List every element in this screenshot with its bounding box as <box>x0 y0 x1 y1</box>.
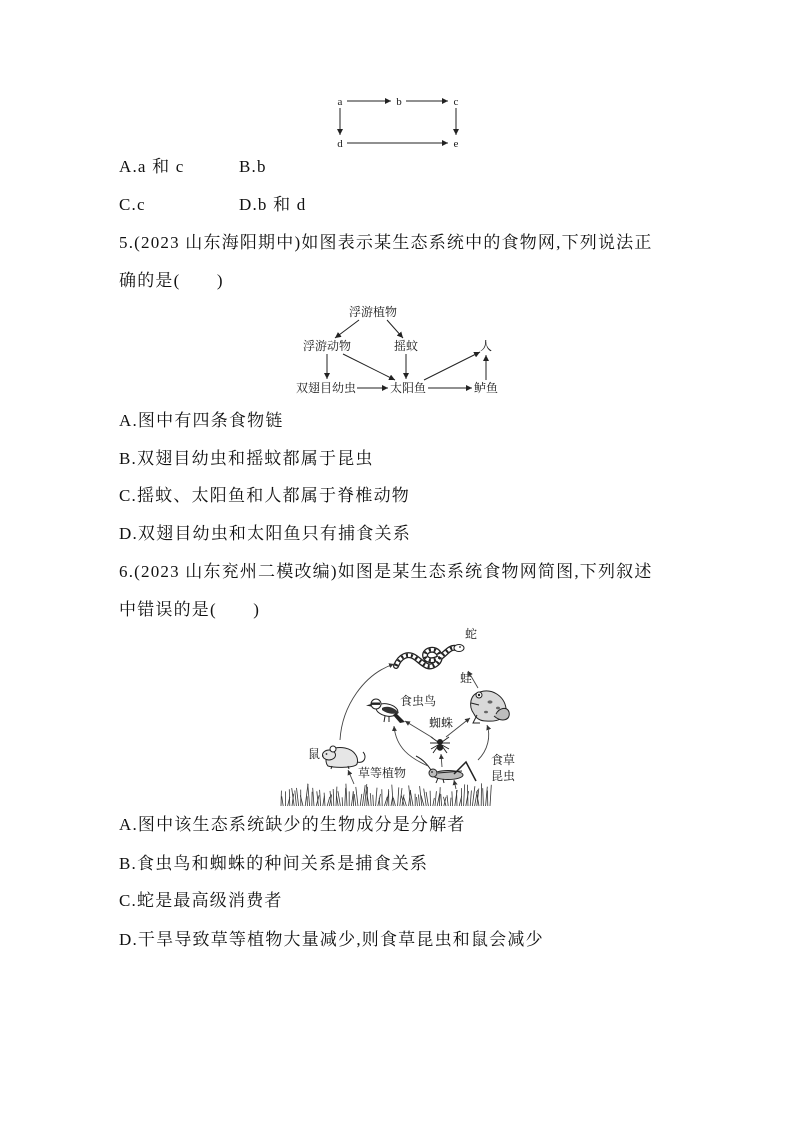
grass-blade <box>483 788 484 806</box>
q6-stem-line-1: 6.(2023 山东兖州二模改编)如图是某生态系统食物网简图,下列叙述 <box>119 562 653 581</box>
node-a: a <box>337 96 343 108</box>
grass-blade <box>418 795 419 807</box>
grass-blade <box>430 791 431 806</box>
q6-option-c: C.蛇是最高级消费者 <box>119 891 283 910</box>
grass-blade <box>282 796 284 806</box>
node-sunfish: 太阳鱼 <box>389 381 427 395</box>
grass-blade <box>457 790 458 806</box>
node-b: b <box>396 96 402 108</box>
node-e: e <box>453 138 459 150</box>
grass-blade <box>468 785 469 806</box>
label-insect-line-2: 昆虫 <box>490 769 516 783</box>
snake-drawing <box>396 645 464 667</box>
node-human: 人 <box>479 339 493 353</box>
grass-blade <box>439 787 440 806</box>
q5-stem-line-1: 5.(2023 山东海阳期中)如图表示某生态系统中的食物网,下列说法正 <box>119 233 653 252</box>
frog-drawing <box>471 691 510 723</box>
node-perch: 鲈鱼 <box>473 381 499 395</box>
q4-option-c: C.c <box>119 195 146 214</box>
grass-blade <box>360 794 362 806</box>
grass-blade <box>373 795 374 806</box>
grass-blade <box>289 789 290 806</box>
grass-blade <box>447 795 448 806</box>
arrow-plants-to-insect <box>454 780 456 789</box>
label-snake: 蛇 <box>464 627 478 641</box>
label-spider: 蜘蛛 <box>428 716 454 730</box>
grass-blade <box>392 785 393 806</box>
grass-blade <box>426 792 428 806</box>
q6-option-d: D.干旱导致草等植物大量减少,则食草昆虫和鼠会减少 <box>119 930 544 949</box>
arrow-sunfish-to-human <box>424 352 480 380</box>
grass-blade <box>379 798 380 806</box>
q5-option-d: D.双翅目幼虫和太阳鱼只有捕食关系 <box>119 524 411 543</box>
grass-blade <box>346 784 347 806</box>
node-phytoplankton: 浮游植物 <box>348 305 398 319</box>
food-web-diagram <box>283 300 513 400</box>
grass-blade <box>345 788 346 806</box>
q5-option-b: B.双翅目幼虫和摇蚊都属于昆虫 <box>119 449 374 468</box>
grass-blade <box>398 787 399 806</box>
arrow-insect-to-frog <box>478 725 489 760</box>
q5-option-c: C.摇蚊、太阳鱼和人都属于脊椎动物 <box>119 486 410 505</box>
node-diptera-larva: 双翅目幼虫 <box>295 381 357 395</box>
grass-blade <box>333 789 334 806</box>
grass-blade <box>490 785 491 806</box>
node-midge: 摇蚊 <box>393 339 419 353</box>
q6-option-b: B.食虫鸟和蜘蛛的种间关系是捕食关系 <box>119 854 429 873</box>
label-frog: 蛙 <box>459 671 473 685</box>
grass-blade <box>433 798 435 806</box>
q6-stem-line-2: 中错误的是( ) <box>119 600 261 619</box>
label-plants: 草等植物 <box>357 766 407 780</box>
grass-blade <box>393 798 395 806</box>
grass-blade <box>297 788 299 806</box>
arrow-mouse-to-snake <box>340 664 394 740</box>
arrow-plants-to-mouse <box>348 770 354 784</box>
grass-blade <box>337 796 339 806</box>
grass-blade <box>342 797 343 806</box>
arrow-zooplankton-to-sunfish <box>343 354 395 380</box>
label-insect-line-1: 食草 <box>490 753 516 767</box>
grass-blade <box>356 787 358 806</box>
grass-blade <box>295 791 297 807</box>
grass-strip <box>281 783 491 806</box>
arrow-phytoplankton-to-midge <box>387 320 403 338</box>
q6-option-a: A.图中该生态系统缺少的生物成分是分解者 <box>119 815 466 834</box>
arrow-insect-to-spider <box>441 754 442 767</box>
grass-blade <box>452 791 453 806</box>
arrow-phytoplankton-to-zooplankton <box>335 320 359 338</box>
grass-blade <box>441 794 442 806</box>
grass-blade <box>370 793 371 806</box>
grass-blade <box>338 791 341 806</box>
q5-stem-line-2: 确的是( ) <box>119 271 224 290</box>
node-c: c <box>453 96 459 108</box>
grass-blade <box>417 797 418 806</box>
node-d: d <box>337 138 343 150</box>
grass-blade <box>313 788 314 806</box>
label-mouse: 鼠 <box>307 747 321 761</box>
grass-blade <box>354 794 356 806</box>
grass-blade <box>308 784 310 806</box>
grasshopper-drawing <box>416 756 476 783</box>
grass-blade <box>424 789 427 806</box>
grass-blade <box>320 790 321 806</box>
grass-blade <box>435 791 436 806</box>
q5-option-a: A.图中有四条食物链 <box>119 411 284 430</box>
grass-blade <box>450 798 451 806</box>
grass-blade <box>324 793 325 806</box>
spider-drawing <box>430 737 450 753</box>
grass-blade <box>376 788 377 806</box>
label-bird: 食虫鸟 <box>399 694 437 708</box>
grass-blade <box>472 786 475 806</box>
ecosystem-illustration <box>278 626 518 808</box>
q4-option-b: B.b <box>239 157 267 176</box>
grass-blade <box>470 791 471 807</box>
grass-blade <box>486 787 488 806</box>
node-zooplankton: 浮游动物 <box>302 339 352 353</box>
abcde-diagram <box>330 92 470 154</box>
grass-blade <box>464 784 465 806</box>
q4-option-d: D.b 和 d <box>239 195 307 214</box>
q4-option-a: A.a 和 c <box>119 157 185 176</box>
